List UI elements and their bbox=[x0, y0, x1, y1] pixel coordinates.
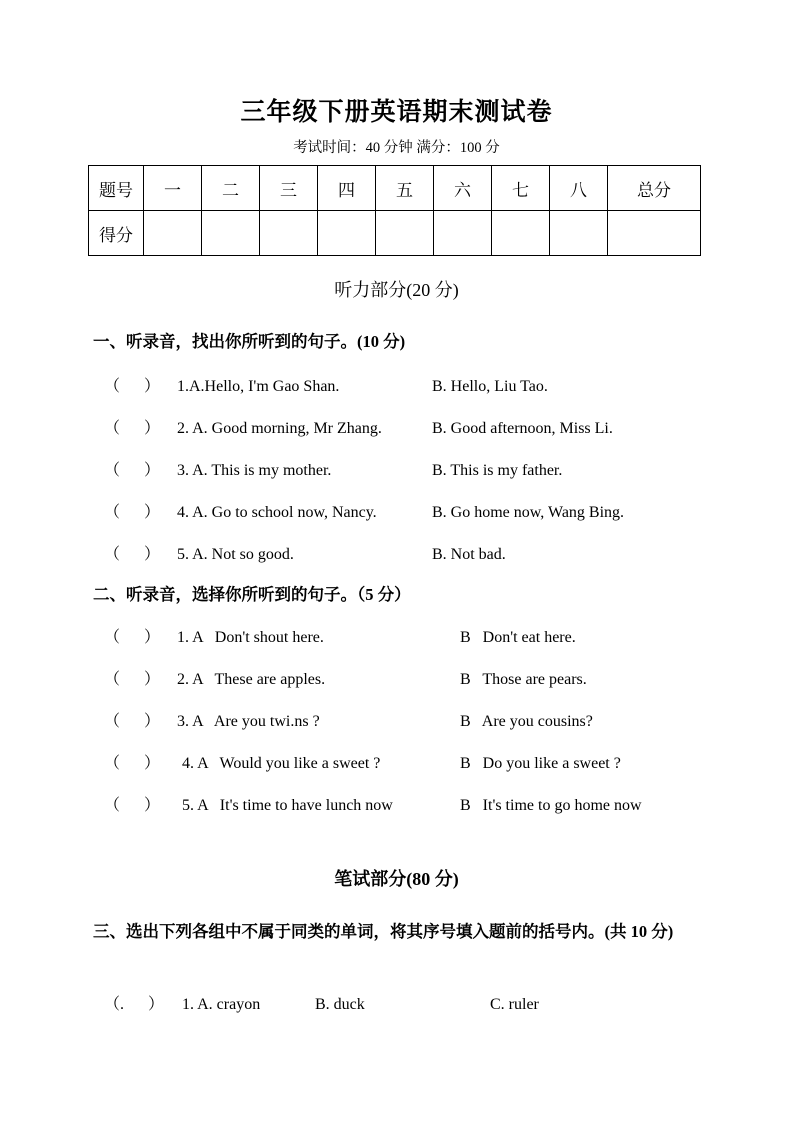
option-c-text[interactable]: C. ruler bbox=[490, 996, 539, 1013]
option-a-text[interactable]: 1.A.Hello, I'm Gao Shan. bbox=[177, 378, 340, 395]
option-a-text[interactable]: 3. A Are you twi.ns ? bbox=[177, 713, 320, 730]
option-a-text[interactable]: 5. A It's time to have lunch now bbox=[182, 797, 393, 814]
list-item bbox=[104, 994, 704, 1126]
option-b-text[interactable]: B. Not bad. bbox=[432, 546, 506, 563]
score-table-col-5: 五 bbox=[376, 166, 434, 211]
score-table-col-7: 七 bbox=[492, 166, 550, 211]
score-cell-7[interactable] bbox=[492, 211, 550, 256]
answer-blank-parenthesis[interactable]: （ ） bbox=[104, 420, 161, 437]
option-a-text[interactable]: 4. A. Go to school now, Nancy. bbox=[177, 504, 377, 521]
answer-blank-parenthesis[interactable]: （ ） bbox=[104, 755, 161, 772]
page-title: 三年级下册英语期末测试卷 bbox=[240, 99, 553, 126]
score-cell-3[interactable] bbox=[260, 211, 318, 256]
option-b-text[interactable]: B. Good afternoon, Miss Li. bbox=[432, 420, 613, 437]
score-cell-5[interactable] bbox=[376, 211, 434, 256]
option-b-text[interactable]: B It's time to go home now bbox=[460, 797, 642, 814]
answer-blank-parenthesis[interactable]: （ ） bbox=[104, 504, 161, 521]
score-cell-4[interactable] bbox=[318, 211, 376, 256]
answer-blank-parenthesis[interactable]: （ ） bbox=[104, 629, 161, 646]
score-table bbox=[88, 165, 701, 256]
option-a-text[interactable]: 1. A Don't shout here. bbox=[177, 629, 324, 646]
option-b-text[interactable]: B. duck bbox=[315, 996, 365, 1013]
score-table-col-4: 四 bbox=[318, 166, 376, 211]
option-b-text[interactable]: B Those are pears. bbox=[460, 671, 587, 688]
answer-blank-parenthesis[interactable]: （ ） bbox=[104, 797, 161, 814]
answer-blank-parenthesis[interactable]: （ ） bbox=[104, 671, 161, 688]
option-a-text[interactable]: 1. A. crayon bbox=[182, 996, 261, 1013]
score-table-row-label-2: 得分 bbox=[89, 211, 144, 256]
section-heading-3: 三、选出下列各组中不属于同类的单词，将其序号填入题前的括号内。(共 10 分) bbox=[93, 922, 674, 941]
option-b-text[interactable]: B Don't eat here. bbox=[460, 629, 576, 646]
score-table-col-1: 一 bbox=[144, 166, 202, 211]
score-cell-8[interactable] bbox=[550, 211, 608, 256]
exam-info-line: 考试时间：40 分钟 满分：100 分 bbox=[293, 140, 500, 156]
answer-blank-parenthesis[interactable]: （ ） bbox=[104, 546, 161, 563]
score-cell-6[interactable] bbox=[434, 211, 492, 256]
table-row-header bbox=[89, 166, 701, 211]
score-cell-1[interactable] bbox=[144, 211, 202, 256]
score-table-col-8: 八 bbox=[550, 166, 608, 211]
option-b-text[interactable]: B. This is my father. bbox=[432, 462, 563, 479]
score-table-col-2: 二 bbox=[202, 166, 260, 211]
written-part-header: 笔试部分(80 分) bbox=[334, 869, 459, 889]
option-a-text[interactable]: 5. A. Not so good. bbox=[177, 546, 294, 563]
option-a-text[interactable]: 2. A. Good morning, Mr Zhang. bbox=[177, 420, 382, 437]
option-a-text[interactable]: 3. A. This is my mother. bbox=[177, 462, 332, 479]
option-b-text[interactable]: B. Hello, Liu Tao. bbox=[432, 378, 548, 395]
listening-part-header: 听力部分(20 分) bbox=[334, 280, 459, 300]
option-a-text[interactable]: 4. A Would you like a sweet ? bbox=[182, 755, 381, 772]
section-heading-1: 一、听录音，找出你所听到的句子。(10 分) bbox=[93, 332, 406, 351]
score-table-col-3: 三 bbox=[260, 166, 318, 211]
score-table-row-label: 题号 bbox=[89, 166, 144, 211]
answer-blank-parenthesis[interactable]: （ ） bbox=[104, 378, 161, 395]
option-b-text[interactable]: B. Go home now, Wang Bing. bbox=[432, 504, 625, 521]
score-cell-2[interactable] bbox=[202, 211, 260, 256]
score-table-col-total: 总分 bbox=[608, 166, 701, 211]
answer-blank-parenthesis[interactable]: （. ） bbox=[104, 996, 165, 1013]
score-cell-total[interactable] bbox=[608, 211, 701, 256]
option-a-text[interactable]: 2. A These are apples. bbox=[177, 671, 326, 688]
option-b-text[interactable]: B Do you like a sweet ? bbox=[460, 755, 621, 772]
section-heading-2: 二、听录音，选择你所听到的句子。（5 分） bbox=[93, 585, 411, 604]
score-table-col-6: 六 bbox=[434, 166, 492, 211]
option-b-text[interactable]: B Are you cousins? bbox=[460, 713, 593, 730]
table-row-scores bbox=[89, 211, 701, 256]
answer-blank-parenthesis[interactable]: （ ） bbox=[104, 462, 161, 479]
answer-blank-parenthesis[interactable]: （ ） bbox=[104, 713, 161, 730]
